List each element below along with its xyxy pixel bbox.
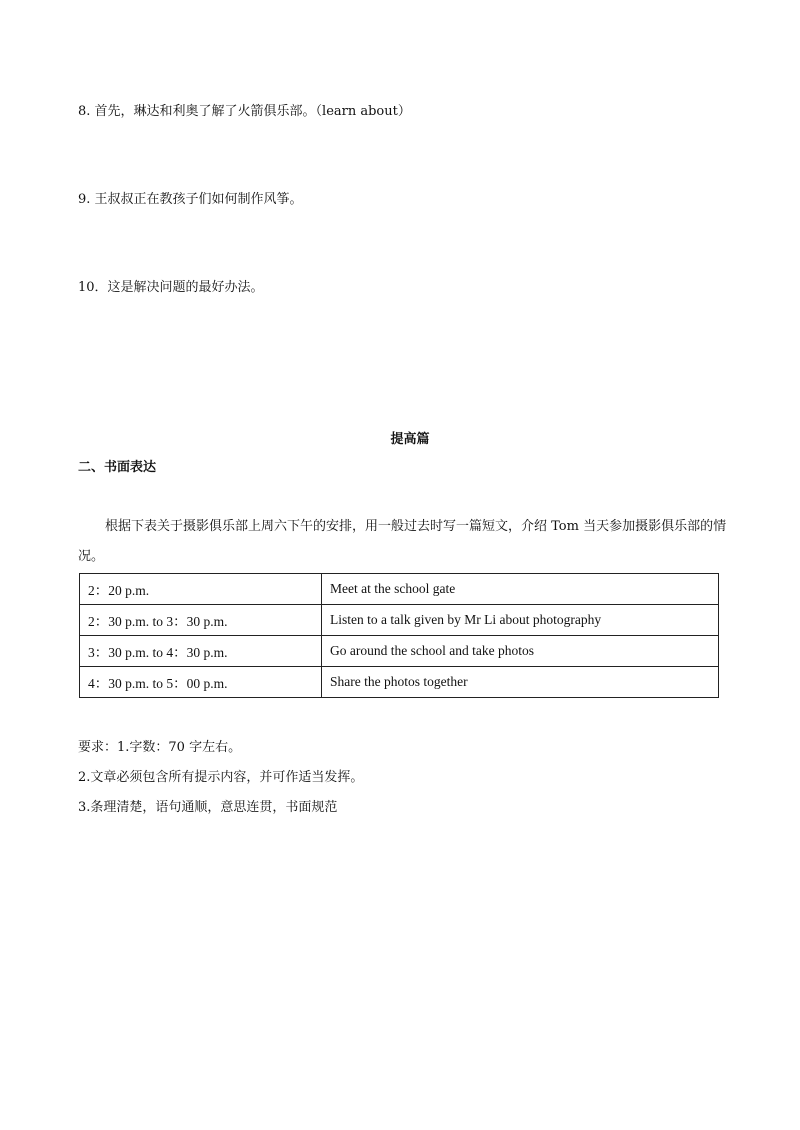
question-10: 10．这是解决问题的最好办法。 xyxy=(78,280,264,295)
schedule-activity-cell: Listen to a talk given by Mr Li about photography xyxy=(322,605,719,636)
schedule-activity-cell: Go around the school and take photos xyxy=(322,636,719,667)
section-title: 提高篇 xyxy=(390,432,430,447)
requirement-1: 要求：1.字数：70 字左右。 xyxy=(78,740,242,755)
schedule-time-cell: 3：30 p.m. to 4：30 p.m. xyxy=(80,636,322,667)
schedule-time-cell: 2：30 p.m. to 3：30 p.m. xyxy=(80,605,322,636)
table-row xyxy=(80,636,719,667)
table-row xyxy=(80,667,719,698)
section-heading: 二、书面表达 xyxy=(78,460,157,475)
requirement-3: 3.条理清楚，语句通顺，意思连贯，书面规范 xyxy=(78,800,338,815)
schedule-time-cell: 2：20 p.m. xyxy=(80,574,322,605)
writing-instruction: 根据下表关于摄影俱乐部上周六下午的安排，用一般过去时写一篇短文，介绍 Tom 当天参加摄影俱乐部的情况。 xyxy=(78,519,727,564)
schedule-activity-cell: Meet at the school gate xyxy=(322,574,719,605)
table-row xyxy=(80,574,719,605)
schedule-table xyxy=(79,573,719,698)
question-8: 8. 首先，琳达和利奥了解了火箭俱乐部。（learn about） xyxy=(78,104,411,119)
schedule-activity-cell: Share the photos together xyxy=(322,667,719,698)
requirement-2: 2.文章必须包含所有提示内容，并可作适当发挥。 xyxy=(78,770,364,785)
question-9: 9. 王叔叔正在教孩子们如何制作风筝。 xyxy=(78,192,303,207)
schedule-time-cell: 4：30 p.m. to 5：00 p.m. xyxy=(80,667,322,698)
table-row xyxy=(80,605,719,636)
